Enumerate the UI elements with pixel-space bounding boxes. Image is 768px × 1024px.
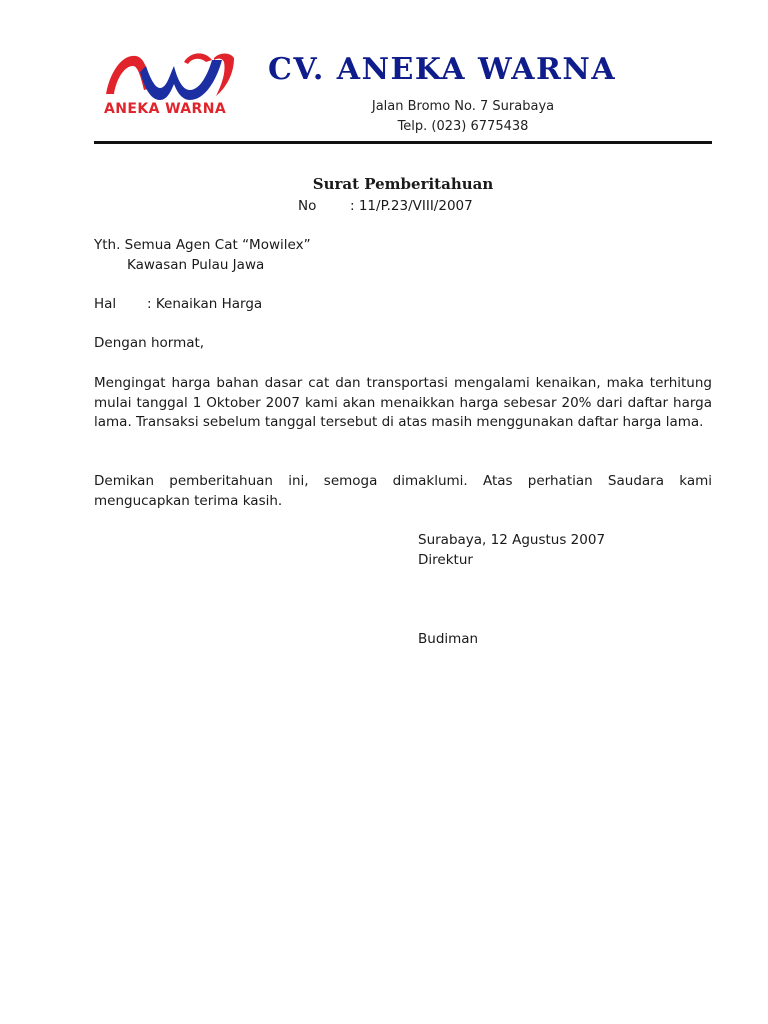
letter-number-label: No: [298, 198, 317, 214]
signatory-position: Direktur: [418, 551, 473, 568]
body-paragraph-1: Mengingat harga bahan dasar cat dan transportasi mengalami kenaikan, maka terhitung mulai tanggal 1 Oktober 2007 kami akan menaikkan harga sebesar 20% dari daftar harga lama. Transaksi sebelum tanggal tersebut di atas masih menggunakan daftar harga lama.: [94, 375, 712, 430]
letter-title: Surat Pemberitahuan: [312, 175, 494, 193]
greeting: Dengan hormat,: [94, 335, 205, 351]
body-paragraph-2: Demikan pemberitahuan ini, semoga dimaklumi. Atas perhatian Saudara kami mengucapkan terima kasih.: [94, 473, 712, 509]
logo-wordmark: ANEKA WARNA: [104, 101, 227, 117]
aw-logo-mark-icon: [100, 48, 240, 104]
place-date: Surabaya, 12 Agustus 2007: [418, 532, 606, 548]
recipient-line-2: Kawasan Pulau Jawa: [127, 256, 265, 273]
signature-block: [418, 531, 718, 570]
letterhead-divider: [94, 141, 712, 144]
recipient-block: [94, 236, 712, 275]
recipient-line-1: Yth. Semua Agen Cat “Mowilex”: [94, 237, 311, 253]
letter-number-value: : 11/P.23/VIII/2007: [350, 198, 473, 214]
subject-label: Hal: [94, 296, 117, 312]
letter-number: [298, 197, 473, 217]
subject-line: [94, 295, 712, 315]
company-logo: [100, 48, 240, 122]
signatory-name: Budiman: [418, 631, 479, 647]
company-phone: Telp. (023) 6775438: [397, 119, 529, 134]
company-name: CV. ANEKA WARNA: [268, 52, 617, 87]
subject-value: : Kenaikan Harga: [147, 296, 263, 312]
company-address: Jalan Bromo No. 7 Surabaya: [371, 99, 555, 114]
company-address-block: [300, 97, 626, 137]
